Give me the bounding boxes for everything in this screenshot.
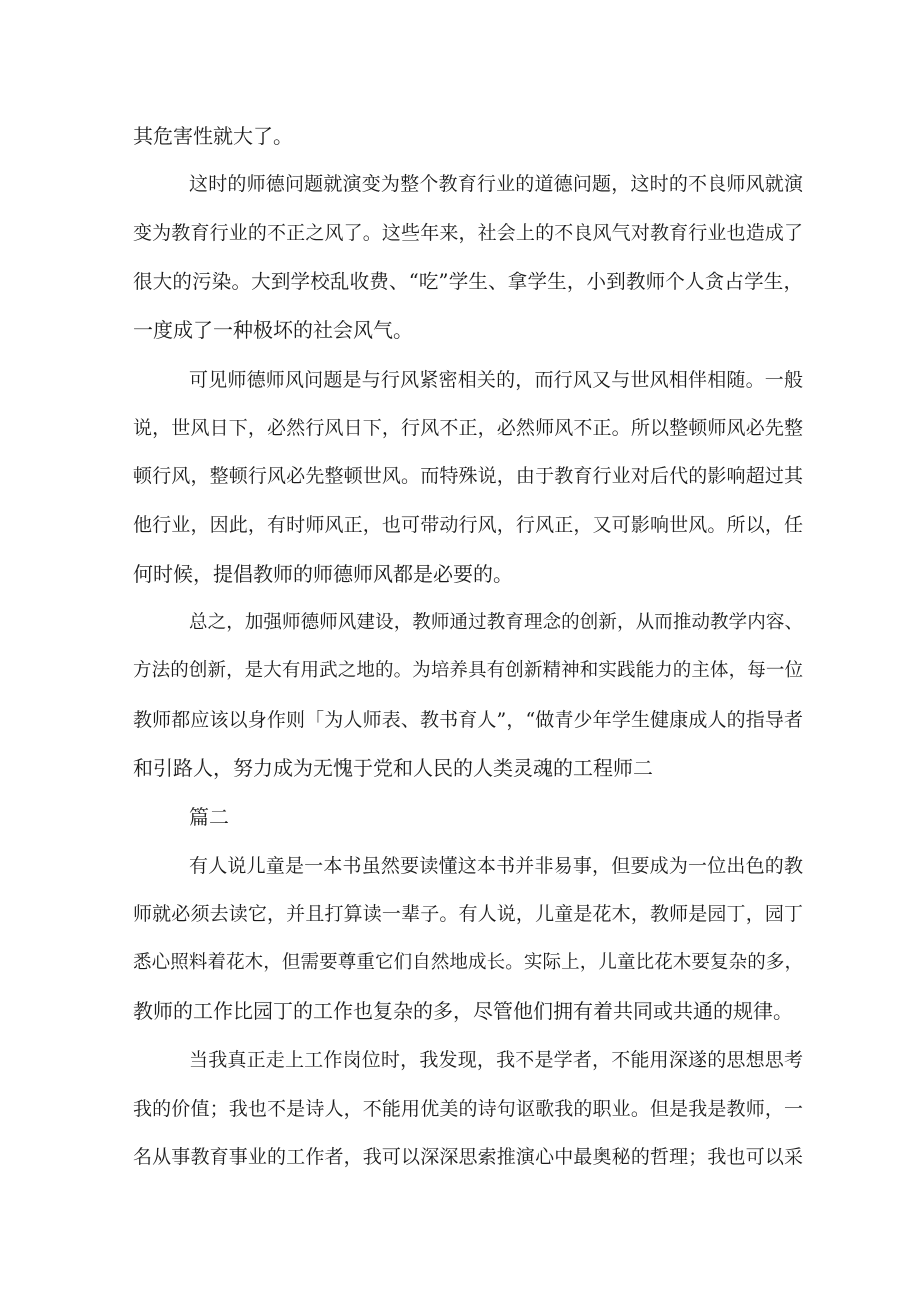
paragraph-line: 悉心照料着花木，但需要尊重它们自然地成长。实际上，儿童比花木要复杂的多， — [133, 952, 803, 973]
paragraph-line: 何时候，提倡教师的师德师风都是必要的。 — [133, 562, 513, 586]
paragraph-line: 方法的创新，是大有用武之地的。为培养具有创新精神和实践能力的主体，每一位 — [133, 660, 803, 681]
paragraph-line: 说，世风日下，必然行风日下，行风不正，必然师风不正。所以整顿师风必先整 — [133, 417, 803, 439]
paragraph-line: 当我真正走上工作岗位时，我发现，我不是学者，不能用深遂的思想思考 — [189, 1049, 803, 1071]
paragraph-line: 变为教育行业的不正之风了。这些年来，社会上的不良风气对教育行业也造成了 — [133, 222, 803, 244]
paragraph-line: 教师都应该以身作则「为人师表、教书育人”，“做青少年学生健康成人的指导者 — [133, 709, 803, 731]
section-heading: 篇二 — [189, 805, 229, 829]
paragraph-line: 一度成了一种极坏的社会风气。 — [133, 318, 413, 342]
paragraph-line: 顿行风，整顿行风必先整顿世风。而特殊说，由于教育行业对后代的影响超过其 — [133, 465, 803, 487]
paragraph-line: 很大的污染。大到学校乱收费、“吃”学生、拿学生，小到教师个人贪占学生， — [133, 270, 803, 293]
paragraph-line: 和引路人，努力成为无愧于党和人民的人类灵魂的工程师二 — [133, 756, 653, 780]
paragraph-line: 他行业，因此，有时师风正，也可带动行风，行风正，又可影响世风。所以，任 — [133, 514, 803, 536]
paragraph-line: 有人说儿童是一本书虽然要读懂这本书并非易事，但要成为一位出色的教 — [189, 855, 803, 877]
paragraph-line: 教师的工作比园丁的工作也复杂的多，尽管他们拥有着共同或共通的规律。 — [133, 999, 793, 1023]
paragraph-line: 其危害性就大了。 — [133, 124, 293, 148]
paragraph-line: 可见师德师风问题是与行风紧密相关的，而行风又与世风相伴相随。一般 — [189, 369, 803, 391]
paragraph-line: 名从事教育事业的工作者，我可以深深思索推演心中最奥秘的哲理；我也可以采 — [133, 1146, 803, 1168]
paragraph-line: 我的价值；我也不是诗人，不能用优美的诗句讴歌我的职业。但是我是教师，一 — [133, 1098, 803, 1120]
paragraph-line: 这时的师德问题就演变为整个教育行业的道德问题，这时的不良师风就演 — [189, 173, 803, 195]
paragraph-line: 总之，加强师德师风建设，教师通过教育理念的创新，从而推动教学内容、 — [189, 612, 803, 633]
paragraph-line: 师就必须去读它，并且打算读一辈子。有人说，儿童是花木，教师是园丁，园丁 — [133, 903, 803, 925]
